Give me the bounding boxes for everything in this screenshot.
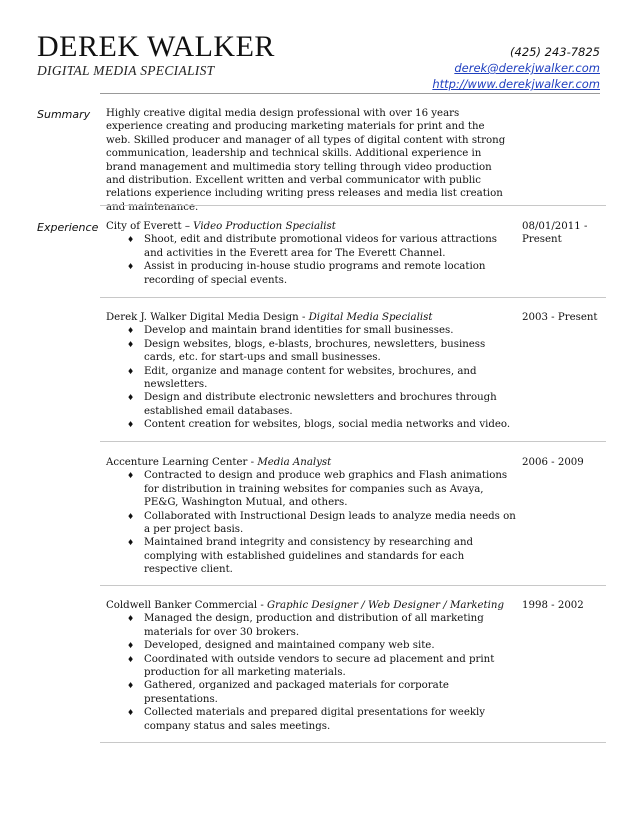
list-item: ♦ Maintained brand integrity and consistency by researching and complying with established guidelines and standards for each respective client.: [127, 537, 474, 576]
list-item: ♦ Managed the design, production and distribution of all marketing materials for over 30 brokers.: [127, 613, 484, 638]
diamond-bullet-icon: ♦: [127, 420, 135, 430]
job-separator: -: [257, 600, 268, 611]
job-separator: –: [181, 221, 194, 232]
diamond-bullet-icon: ♦: [127, 681, 135, 691]
job-bullets: [106, 324, 516, 431]
list-item: ♦ Collaborated with Instructional Design leads to analyze media needs on a per project basis.: [127, 510, 516, 536]
diamond-bullet-icon: ♦: [127, 614, 135, 624]
list-item: ♦ Gathered, organized and packaged materials for corporate presentations.: [127, 680, 449, 705]
job-bullets: [106, 469, 516, 576]
list-item: ♦ Contracted to design and produce web graphics and Flash animations for distribution in training websites for companies such as Avaya, PE&G, Washington Mutual, and others.: [127, 470, 508, 509]
contact-block: [432, 44, 600, 92]
job-entry: [106, 599, 516, 733]
job-dates: 1998 - 2002: [522, 600, 584, 611]
job-heading: [106, 311, 516, 324]
diamond-bullet-icon: ♦: [127, 708, 135, 718]
job-entry: [106, 456, 516, 577]
job-bullets: [106, 233, 516, 287]
job-divider: [100, 297, 606, 298]
job-company: Accenture Learning Center: [106, 457, 248, 468]
diamond-bullet-icon: ♦: [127, 471, 135, 481]
list-item: ♦ Collected materials and prepared digital presentations for weekly company status and sales meetings.: [127, 707, 486, 732]
diamond-bullet-icon: ♦: [127, 641, 135, 651]
summary-text: Highly creative digital media design professional with over 16 years experience creating and producing marketing materials for print and the web. Skilled producer and manager of all types of digital content with strong communication, leadership and technical skills. Additional experience in brand management and multimedia story telling through video production and distribution. Excellent written and verbal communicator with public relations experience including writing press releases and media list creation and maintenance.: [106, 108, 506, 213]
phone-number: (425) 243-7825: [510, 45, 600, 59]
experience-label: Experience: [37, 221, 99, 234]
job-role: Media Analyst: [257, 457, 332, 468]
diamond-bullet-icon: ♦: [127, 393, 135, 403]
job-dates: 2003 - Present: [522, 312, 598, 323]
diamond-bullet-icon: ♦: [127, 654, 135, 664]
list-item: ♦ Design and distribute electronic newsletters and brochures through established email databases.: [127, 392, 497, 417]
candidate-title: DIGITAL MEDIA SPECIALIST: [37, 63, 215, 78]
list-item: ♦ Edit, organize and manage content for websites, brochures, and newsletters.: [127, 365, 477, 391]
list-item: ♦ Develop and maintain brand identities for small businesses.: [127, 325, 454, 337]
job-divider: [100, 585, 606, 586]
list-item: ♦ Shoot, edit and distribute promotional videos for various attractions and activities in the Everett area for The Everett Channel.: [127, 234, 498, 259]
job-company: Derek J. Walker Digital Media Design: [106, 312, 299, 323]
list-item: ♦ Content creation for websites, blogs, social media networks and video.: [127, 419, 511, 431]
job-role: Graphic Designer / Web Designer / Marketing: [267, 600, 504, 611]
diamond-bullet-icon: ♦: [127, 366, 135, 376]
job-entry: [106, 311, 516, 432]
list-item: ♦ Coordinated with outside vendors to secure ad placement and print production for all marketing materials.: [127, 653, 495, 679]
diamond-bullet-icon: ♦: [127, 511, 135, 521]
job-company: City of Everett: [106, 221, 182, 232]
candidate-name: DEREK WALKER: [37, 30, 275, 63]
diamond-bullet-icon: ♦: [127, 326, 135, 336]
header-divider: [100, 93, 600, 94]
diamond-bullet-icon: ♦: [127, 262, 135, 272]
job-heading: [106, 220, 516, 233]
job-heading: [106, 599, 516, 612]
job-dates: 08/01/2011 - Present: [522, 221, 588, 246]
list-item: ♦ Design websites, blogs, e-blasts, brochures, newsletters, business cards, etc. for start-ups and small businesses.: [127, 338, 486, 364]
job-role: Digital Media Specialist: [308, 312, 433, 323]
job-role: Video Production Specialist: [193, 221, 336, 232]
job-entry: [106, 220, 516, 287]
job-separator: -: [247, 457, 258, 468]
job-bullets: [106, 612, 516, 733]
job-divider: [100, 441, 606, 442]
summary-divider: [100, 205, 606, 206]
job-separator: -: [298, 312, 309, 323]
diamond-bullet-icon: ♦: [127, 235, 135, 245]
list-item: ♦ Assist in producing in-house studio programs and remote location recording of special events.: [127, 261, 486, 286]
job-dates: 2006 - 2009: [522, 457, 584, 468]
website-link[interactable]: http://www.derekjwalker.com: [432, 77, 600, 91]
list-item: ♦ Developed, designed and maintained company web site.: [127, 640, 435, 652]
diamond-bullet-icon: ♦: [127, 339, 135, 349]
job-heading: [106, 456, 516, 469]
job-divider: [100, 742, 606, 743]
summary-label: Summary: [37, 108, 91, 121]
email-link[interactable]: derek@derekjwalker.com: [454, 61, 600, 75]
diamond-bullet-icon: ♦: [127, 538, 135, 548]
job-company: Coldwell Banker Commercial: [106, 600, 258, 611]
